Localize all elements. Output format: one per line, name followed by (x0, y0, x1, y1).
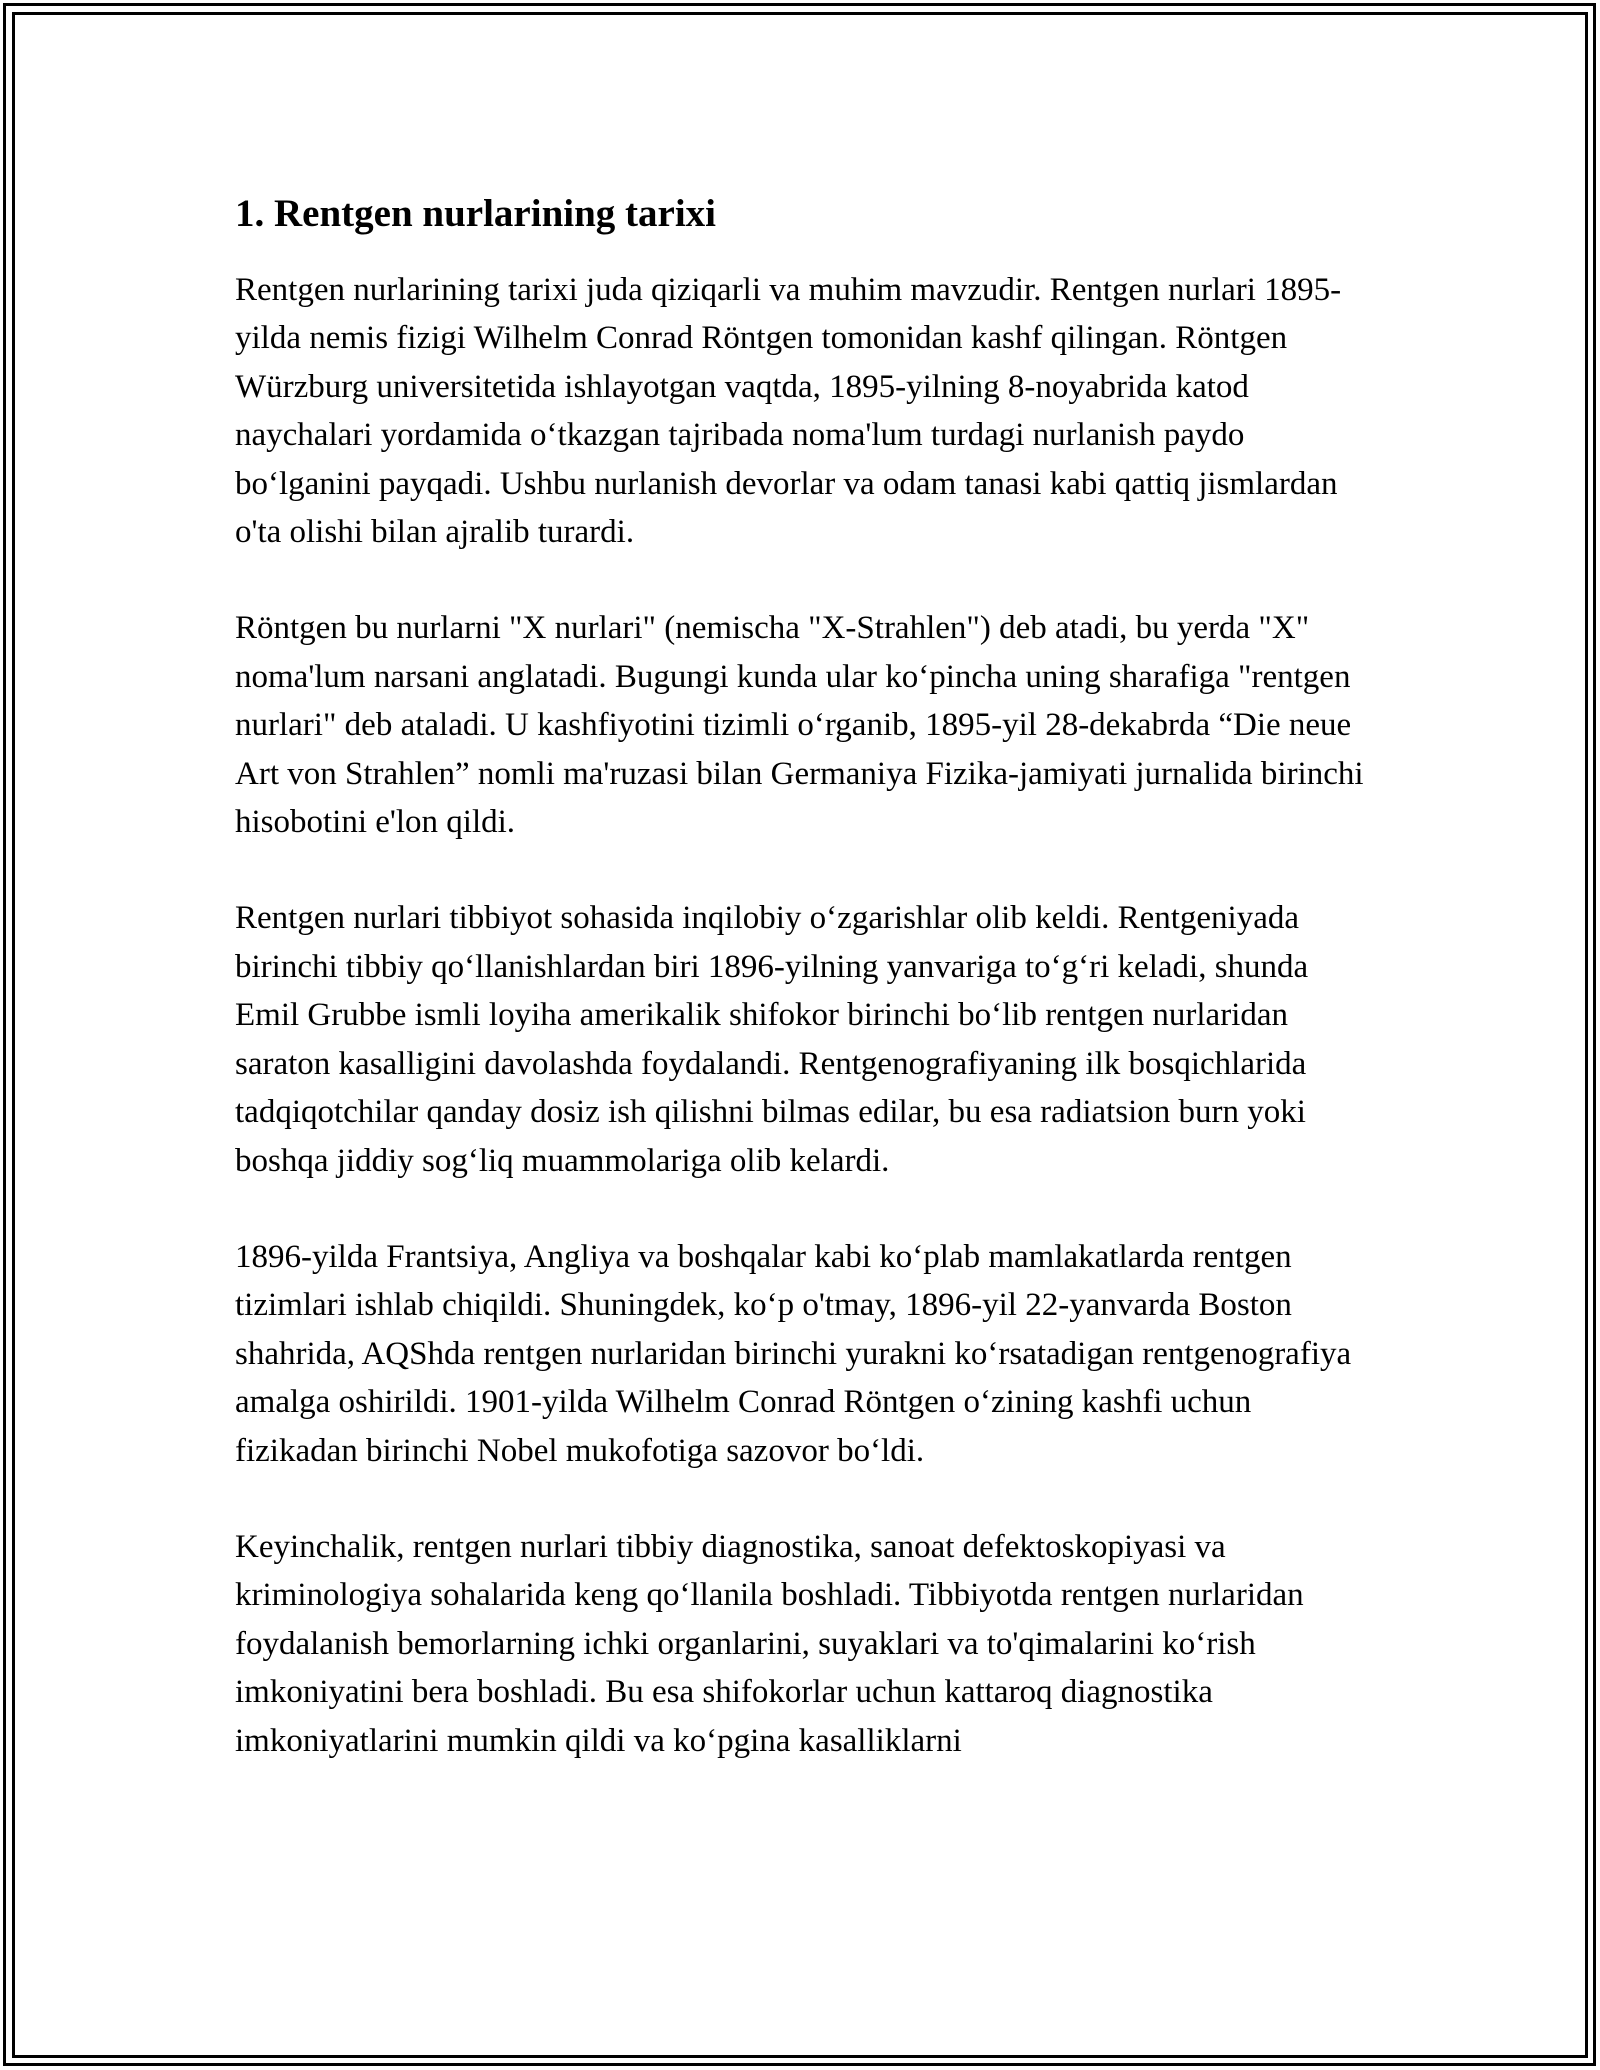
paragraph-2: Röntgen bu nurlarni "X nurlari" (nemischa "X-Strahlen") deb atadi, bu yerda "X" noma'lum narsani anglatadi. Bugungi kunda ular koʻpincha uning sharafiga "rentgen nurlari" deb ataladi. U kashfiyotini tizimli oʻrganib, 1895-yil 28-dekabrda “Die neue Art von Strahlen” nomli ma'ruzasi bilan Germaniya Fizika-jamiyati jurnalida birinchi hisobotini e'lon qildi. (235, 610, 1364, 841)
section-heading: 1. Rentgen nurlarining tarixi (235, 192, 717, 235)
paragraph-4: 1896-yilda Frantsiya, Angliya va boshqalar kabi koʻplab mamlakatlarda rentgen tizimlari ishlab chiqildi. Shuningdek, koʻp o'tmay, 1896-yil 22-yanvarda Boston shahrida, AQShda rentgen nurlaridan birinchi yurakni koʻrsatadigan rentgenografiya amalga oshirildi. 1901-yilda Wilhelm Conrad Röntgen oʻzining kashfi uchun fizikadan birinchi Nobel mukofotiga sazovor boʻldi. (235, 1238, 1352, 1469)
paragraph-5: Keyinchalik, rentgen nurlari tibbiy diagnostika, sanoat defektoskopiyasi va kriminologiya sohalarida keng qoʻllanila boshladi. Tibbiyotda rentgen nurlaridan foydalanish bemorlarning ichki organlarini, suyaklari va to'qimalarini koʻrish imkoniyatini bera boshladi. Bu esa shifokorlar uchun kattaroq diagnostika imkoniyatlarini mumkin qildi va koʻpgina kasalliklarni (235, 1528, 1304, 1759)
paragraph-1: Rentgen nurlarining tarixi juda qiziqarli va muhim mavzudir. Rentgen nurlari 1895-yilda nemis fizigi Wilhelm Conrad Röntgen tomonidan kashf qilingan. Röntgen Würzburg universitetida ishlayotgan vaqtda, 1895-yilning 8-noyabrida katod naychalari yordamida oʻtkazgan tajribada noma'lum turdagi nurlanish paydo boʻlganini payqadi. Ushbu nurlanish devorlar va odam tanasi kabi qattiq jismlardan o'ta olishi bilan ajralib turardi. (235, 272, 1342, 551)
paragraph-3: Rentgen nurlari tibbiyot sohasida inqilobiy oʻzgarishlar olib keldi. Rentgeniyada birinchi tibbiy qoʻllanishlardan biri 1896-yilning yanvariga toʻgʻri keladi, shunda Emil Grubbe ismli loyiha amerikalik shifokor birinchi boʻlib rentgen nurlaridan saraton kasalligini davolashda foydalandi. Rentgenografiyaning ilk bosqichlarida tadqiqotchilar qanday dosiz ish qilishni bilmas edilar, bu esa radiatsion burn yoki boshqa jiddiy sogʻliq muammolariga olib kelardi. (235, 900, 1309, 1179)
document-body (235, 188, 1375, 1765)
